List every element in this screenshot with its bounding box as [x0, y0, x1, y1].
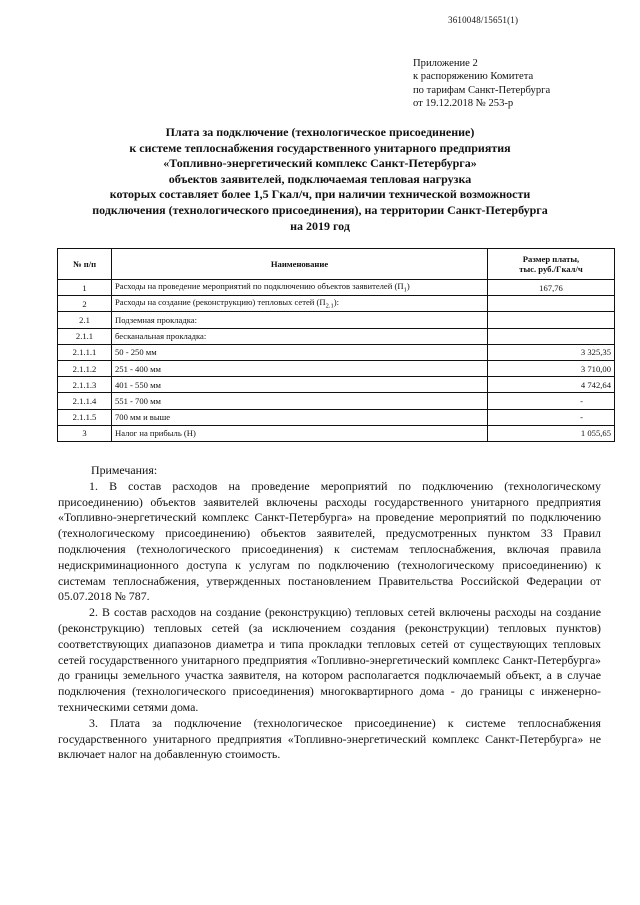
title-line: объектов заявителей, подключаемая тепловая нагрузка: [168, 171, 472, 186]
row-number: 2.1.1.3: [58, 377, 112, 393]
row-value: 167,76: [488, 280, 615, 296]
notes-heading: Примечания:: [91, 463, 158, 477]
title-line: Плата за подключение (технологическое присоединение): [165, 125, 475, 139]
header-value-line: тыс. руб./Гкал/ч: [519, 264, 583, 274]
row-number: 2.1.1.2: [58, 360, 112, 376]
row-name-text: Налог на прибыль (Н): [115, 428, 196, 439]
table-row: [58, 328, 615, 344]
row-number: 2.1.1.1: [58, 344, 112, 360]
row-value: 3 710,00: [488, 360, 615, 376]
appendix-line: по тарифам Санкт-Петербурга: [413, 84, 551, 96]
row-number: 3: [58, 425, 112, 441]
row-name-text: 700 мм и выше: [115, 412, 171, 423]
table-row: [58, 296, 615, 312]
appendix-line: от 19.12.2018 № 253-р: [413, 97, 514, 109]
row-name: [112, 409, 488, 425]
table-row: [58, 377, 615, 393]
document-title: [40, 125, 600, 234]
row-name: [112, 328, 488, 344]
row-name-tail: ):: [333, 297, 339, 308]
row-value: 4 742,64: [488, 377, 615, 393]
table-body: [58, 280, 615, 442]
row-number: 2.1: [58, 312, 112, 328]
note-item: 1. В состав расходов на проведение мероприятий по подключению (технологическому присоединению) объектов заявителей включены расходы государственного унитарного предприятия «Топливно-энергетический комплекс Санкт-Петербурга» на проведение мероприятий по подключению (технологическому присоединению) объектов заявителей, предусмотренных пунктом 33 Правил подключения (технологического присоединения) к системам теплоснабжения, включая правила недискриминационного доступа к услугам по подключению (технологическому присоединению) к системам теплоснабжения, утвержденных постановлением Правительства Российской Федерации от 05.07.2018 № 787.: [58, 478, 601, 604]
row-number: 2: [58, 296, 112, 312]
row-name-text: 251 - 400 мм: [115, 363, 161, 374]
appendix-line: к распоряжению Комитета: [413, 71, 534, 83]
document-number: 3610048/15651(1): [448, 15, 519, 25]
table-header-row: [58, 249, 615, 280]
title-line: «Топливно-энергетический комплекс Санкт-Петербурга»: [163, 156, 477, 171]
row-value: -: [488, 393, 615, 409]
row-name: [112, 296, 488, 312]
notes-section: [58, 463, 601, 763]
header-name: Наименование: [112, 249, 488, 280]
table-row: [58, 360, 615, 376]
row-name: [112, 344, 488, 360]
appendix-block: [413, 57, 550, 110]
table-row: [58, 393, 615, 409]
header-number: № п/п: [58, 249, 112, 280]
table-row: [58, 409, 615, 425]
row-value: 3 325,35: [488, 344, 615, 360]
row-value: [488, 312, 615, 328]
note-item: 3. Плата за подключение (технологическое присоединение) к системе теплоснабжения государственного унитарного предприятия «Топливно-энергетический комплекс Санкт-Петербурга» не включает налог на добавленную стоимость.: [58, 715, 601, 762]
row-name-text: 50 - 250 мм: [115, 347, 157, 358]
table-row: [58, 425, 615, 441]
row-name: [112, 393, 488, 409]
row-name: [112, 280, 488, 296]
table-row: [58, 312, 615, 328]
row-name-subscript: 1: [403, 286, 407, 294]
appendix-line: Приложение 2: [413, 58, 478, 69]
row-name-text: Расходы на создание (реконструкцию) тепловых сетей (П: [115, 297, 326, 308]
row-name-text: 401 - 550 мм: [115, 379, 161, 390]
row-number: 2.1.1: [58, 328, 112, 344]
title-line: к системе теплоснабжения государственного унитарного предприятия: [129, 140, 511, 155]
row-name: [112, 377, 488, 393]
row-name: [112, 425, 488, 441]
table-row: [58, 280, 615, 296]
row-number: 2.1.1.4: [58, 393, 112, 409]
title-line: подключения (технологического присоединения), на территории Санкт-Петербурга: [92, 202, 548, 217]
header-value-line: Размер платы,: [522, 254, 580, 264]
table-row: [58, 344, 615, 360]
row-value: [488, 328, 615, 344]
header-value: [488, 249, 615, 280]
row-value: 1 055,65: [488, 425, 615, 441]
row-name: [112, 312, 488, 328]
row-value: -: [488, 409, 615, 425]
row-number: 2.1.1.5: [58, 409, 112, 425]
row-name-tail: ): [406, 281, 410, 292]
title-line: которых составляет более 1,5 Гкал/ч, при наличии технической возможности: [109, 187, 531, 202]
row-name-text: Подземная прокладка:: [115, 314, 197, 325]
row-number: 1: [58, 280, 112, 296]
row-value: [488, 296, 615, 312]
row-name-text: 551 - 700 мм: [115, 395, 161, 406]
fee-table: [57, 248, 615, 442]
row-name-subscript: 2.1: [325, 303, 334, 311]
note-item: 2. В состав расходов на создание (реконструкцию) тепловых сетей включены расходы на создание (реконструкцию) тепловых сетей (за исключением создания (реконструкции) тепловых пунктов) соответствующих диапазонов диаметра и типа прокладки тепловых сетей от существующих тепловых сетей государственного унитарного предприятия «Топливно-энергетический комплекс Санкт-Петербурга» до границы земельного участка заявителя, на котором располагается подключаемый объект, а в случае подключения (технологического присоединения) многоквартирного дома - до границы с инженерно-техническими сетями дома.: [58, 605, 601, 714]
row-name-text: бесканальная прокладка:: [115, 331, 207, 342]
row-name-text: Расходы на проведение мероприятий по подключению объектов заявителей (П: [115, 281, 404, 292]
title-line: на 2019 год: [290, 218, 350, 233]
row-name: [112, 360, 488, 376]
